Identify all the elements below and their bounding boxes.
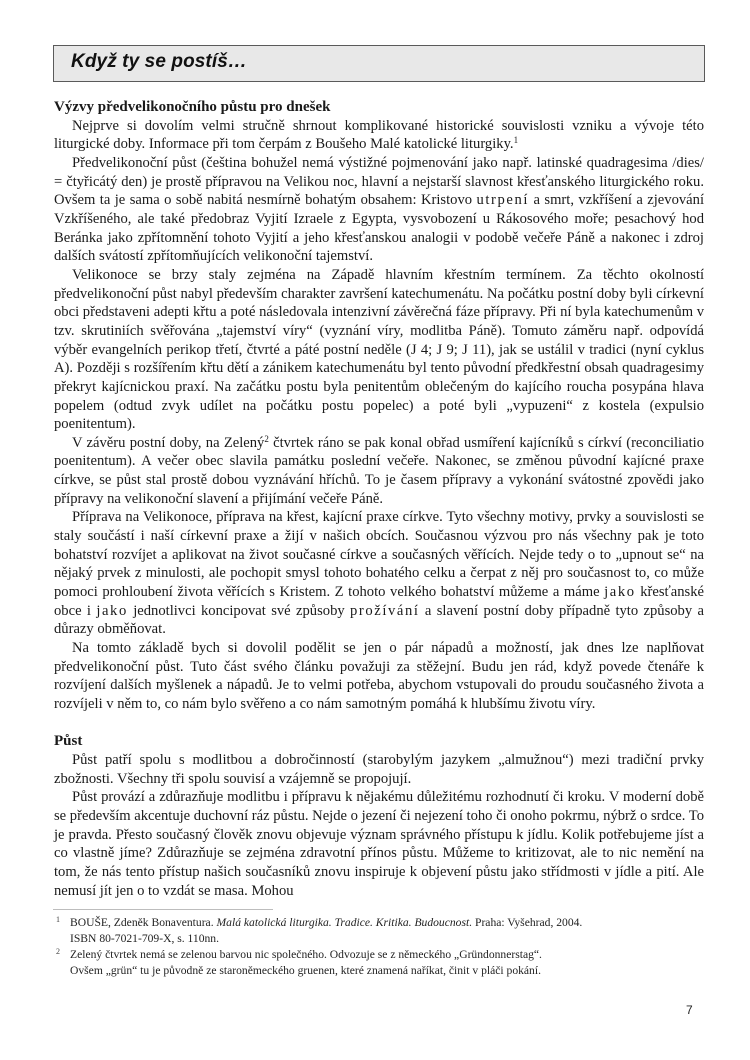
footnote-text: Zelený čtvrtek nemá se zelenou barvou nic společného. Odvozuje se z německého „Gründonnerstag“. [70,948,542,961]
section-heading-fasting: Půst [54,733,83,750]
footnote-reference-1[interactable]: 1 [513,135,519,146]
emphasized-word: prožívání [350,602,420,619]
paragraph-text: Nejprve si dovolím velmi stručně shrnout komplikované historické souvislosti vzniku a vývoje této liturgické doby. Informace při tom čerpám z Boušeho Malé katolické liturgiky. [54,117,704,153]
article-body [54,98,704,900]
footnote-text: ISBN 80-7021-709-X, s. 110nn. [70,932,219,945]
footnote-number: 2 [56,947,60,956]
paragraph: Na tomto základě bych si dovolil podělit se jen o pár nápadů a možností, jak dnes lze naplňovat předvelikonoční půst. Tuto část svého článku považuji za stěžejní. Budu jen rád, když povede čtenáře k rozvíjení dalších myšlenek a nápadů. Je to velmi potřeba, abychom vstupovali do proudu současného života a rozvíjeli v něm to, co nám bylo svěřeno a co nám samotným pomáhá k hlubšímu životu víry. [54,640,704,712]
paragraph-text: a slavení postní doby případně tyto způsoby a důrazy obměňovat. [54,602,704,638]
footnote-2 [56,947,696,979]
emphasized-word: jako [96,602,128,619]
paragraph: Půst provází a zdůrazňuje modlitbu i přípravu k nějakému důležitému rozhodnutí či kroku. V moderní době se především akcentuje duchovní ráz půstu. Nejde o jezení či nejezení toho či onoho pokrmu, nýbrž o srdce. To je pravda. Přesto současný člověk znovu objevuje význam správného přístupu k jídlu. Kolik potřebujeme jíst a co vlastně jíme? Zdůrazňuje se zejména zdravotní přínos půstu. Můžeme to kritizovat, ale to nic nemění na tom, že nás tento přístup našich současníků znovu inspiruje k objevení půstu jako střídmosti v jídle a pití. Ale nemusí jít jen o to vzdát se masa. Mohou [54,789,704,899]
footnote-number: 1 [56,915,60,924]
paragraph [54,117,704,154]
paragraph: Půst patří spolu s modlitbou a dobročinností (starobylým jazykem „almužnou“) mezi tradiční prvky zbožnosti. Všechny tři spolu souvisí a vzájemně se propojují. [54,751,704,787]
page-number: 7 [686,1003,693,1017]
paragraph: Velikonoce se brzy staly zejména na Západě hlavním křestním termínem. Za těchto okolností předvelikonoční půst nabyl především charakter završení katechumenátu. Na počátku postní doby byli církevní obci představeni adepti křtu a poté následovala intenzivní závěrečná fáze přípravy. Při ní byla katechumenům v tzv. skrutiniích svěřována „tajemství víry“ (vyznání víry, modlitba Páně). Tomuto záměru např. odpovídá výběr evangelních perikop třetí, čtvrté a páté postní neděle (J 4; J 9; J 11), jak se ustálil v tradici (nyní cyklus A). Později s rozšířením křtu dětí a zánikem katechumenátu byl tento původní předkřestní obsah quadragesimy překryt kajícnickou praxí. Na začátku postu byla penitentům oblečeným do kajícího roucha posypána hlava popelem (odtud zvyk udílet na počátku postu popelec) a poté byli „vypuzeni“ z kostela (expulsio poenitentum). [54,266,704,433]
footnote-separator [53,909,273,910]
paragraph [54,434,704,509]
paragraph-text: jednotlivci koncipovat své způsoby [127,602,351,619]
paragraph [54,154,704,266]
footnote-text: BOUŠE, Zdeněk Bonaventura. [70,916,217,929]
footnote-text: Praha: Vyšehrad, 2004. [472,916,583,929]
chapter-title: Když ty se postíš… [71,51,248,72]
emphasized-word: jako [604,584,636,601]
paragraph-text: V závěru postní doby, na Zelený [72,434,265,451]
footnote-text: Ovšem „grün“ tu je původně ze staroněmeckého gruenen, které znamená naříkat, činit v pláči pokání. [70,964,541,977]
paragraph-text: Předvelikonoční půst (čeština bohužel nemá výstižné pojmenování jako např. latinské quadragesima /dies/ = čtyřicátý den) je prostě přípravou na Velikou noc, hlavní a nejstarší slavnost křesťanského liturgického roku. Ovšem ta je sama o sobě nabitá nesmírně bohatým obsahem: Kristovo [54,154,704,209]
footnotes [56,915,696,979]
paragraph-text: křesťanské obce i [54,584,704,619]
paragraph-text: čtvrtek ráno se pak konal obřad usmíření kajícníků s církví (reconciliatio poenitentum). A večer obec slavila památku poslední večeře. Nakonec, se změnou původní kajícné praxe církve, se půst stal prostě dobou vyznávání hříchů. To je časem přípravy a vykonání svátostné zpovědi jako přípravy na velikonoční slavení a přijímání večeře Páně. [54,434,704,507]
paragraph [54,508,704,639]
paragraph-text: Příprava na Velikonoce, příprava na křest, kajícní praxe církve. Tyto všechny motivy, prvky a souvislosti se staly součástí i naší církevní praxe a žijí v našich obcích. Současnou výzvou pro nás všechny pak je toto bohatství rozvíjet a aplikovat na život současné církve a současných věřících. Nejde tedy o to „upnout se“ na nějaký prvek z minulosti, ale pochopit smysl tohoto bohatého celku a čerpat z něj pro současnost to, co může pomoci prohloubení života věřících s Kristem. Z tohoto velkého bohatství můžeme a máme [54,509,704,601]
footnote-1 [56,915,696,947]
chapter-title-box [53,45,705,82]
footnote-reference-2[interactable]: 2 [264,433,269,444]
paragraph-text: a smrt, vzkříšení a zjevování Vzkříšeného, ale také předobraz Vyjití Izraele z Egypta, vysvobození u Rákosového moře; pesachový hod Beránka jako zpřítomnění tohoto Vyjití a jeho křesťanskou analogii v podobě večeře Páně a nakonec i zdroj dalších svátostí zpřítomňujících velikonoční tajemství. [54,192,705,265]
emphasized-word: utrpení [476,192,530,209]
section-heading-challenges: Výzvy předvelikonočního půstu pro dnešek [54,99,331,115]
section-spacer [54,714,704,733]
footnote-book-title: Malá katolická liturgika. Tradice. Kritika. Budoucnost. [216,916,473,929]
